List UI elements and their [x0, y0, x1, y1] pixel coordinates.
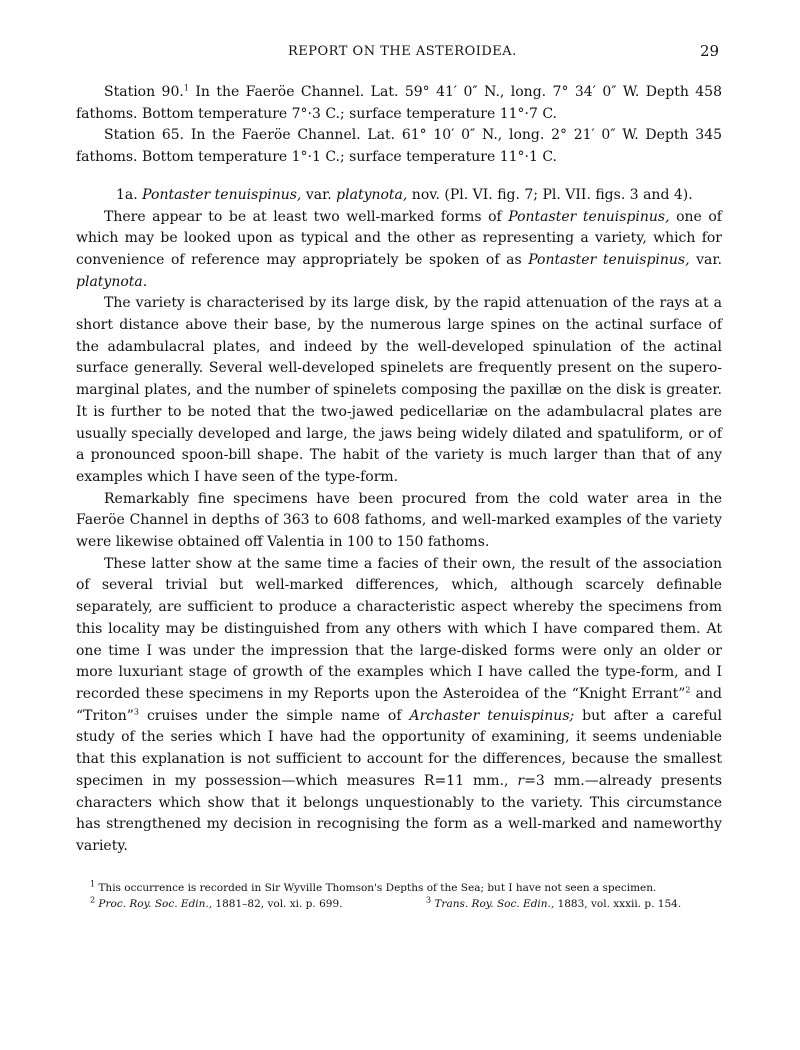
journal-name: Trans. Roy. Soc. Edin., — [431, 898, 555, 910]
station-details: In the Faeröe Channel. Lat. 61° 10′ 0″ N., long. 2° 21′ 0″ W. Depth 345 fathoms. Bottom temperature 1°·1 C.; surface temperature 11°·1 C. — [76, 127, 723, 166]
footnote-ref: 3 — [133, 707, 139, 717]
variety-name: platynota. — [76, 273, 148, 290]
journal-name: Proc. Roy. Soc. Edin., — [95, 898, 213, 910]
footnote-ref: 1 — [183, 83, 189, 93]
section-heading — [76, 185, 722, 207]
footnote-mark: 3 — [426, 895, 432, 905]
species-name: Archaster tenuispinus; — [409, 707, 575, 724]
footnote-ref: 2 — [685, 685, 691, 695]
station-90 — [76, 82, 722, 125]
running-head — [0, 44, 800, 66]
species-name: Pontaster tenuispinus, — [142, 186, 302, 203]
footnote-text: 1881–82, vol. xi. p. 699. — [212, 898, 343, 910]
paragraph-4 — [76, 554, 722, 858]
station-label: Station 65. — [104, 127, 185, 144]
section-rest: nov. (Pl. VI. fig. 7; Pl. VII. figs. 3 and 4). — [407, 186, 693, 203]
footnote-3 — [426, 896, 681, 912]
species-name: Pontaster tenuispinus, — [508, 208, 670, 225]
page-number: 29 — [700, 42, 720, 60]
running-title: REPORT ON THE ASTEROIDEA. — [288, 44, 517, 59]
body-text — [76, 82, 722, 858]
variable-r: r — [517, 772, 525, 789]
text-run: and “Triton” — [76, 685, 722, 724]
text-run: These latter show at the same time a facies of their own, the result of the association of several trivial but well-marked differences, which, although scarcely definable separately, are sufficient to produce a characteristic aspect whereby the specimens from this locality may be distinguished from any others with which I have compared them. At one time I was under the impression that the large-disked forms were only an older or more luxuriant stage of growth of the examples which I have called the type-form, and I recorded these specimens in my Reports upon the Asteroidea of the “Knight Errant” — [76, 555, 722, 702]
paragraph-1 — [76, 207, 722, 294]
text-run: cruises under the simple name of — [139, 707, 410, 724]
footnote-mark: 1 — [90, 879, 96, 889]
var-prefix: var. — [301, 186, 337, 203]
text-run: There appear to be at least two well-marked forms of — [104, 208, 509, 225]
variety-name: platynota, — [336, 186, 408, 203]
paragraph-3: Remarkably fine specimens have been procured from the cold water area in the Faeröe Channel in depths of 363 to 608 fathoms, and well-marked examples of the variety were likewise obtained off Valentia in 100 to 150 fathoms. — [76, 490, 722, 551]
section-number: 1a. — [116, 186, 143, 203]
footnote-text: This occurrence is recorded in Sir Wyville Thomson's Depths of the Sea; but I have not seen a specimen. — [95, 882, 657, 894]
footnote-1 — [76, 880, 722, 896]
station-details: In the Faeröe Channel. Lat. 59° 41′ 0″ N., long. 7° 34′ 0″ W. Depth 458 fathoms. Bottom temperature 7°·3 C.; surface temperature 11°·7 C. — [76, 84, 722, 122]
text-run: but after a careful study of the series which I have had the opportunity of examining, it seems undeniable that this explanation is not sufficient to account for the differences, because the smallest specimen in my possession—which measures R=11 mm., — [76, 707, 722, 789]
species-name: Pontaster tenuispinus, — [528, 251, 690, 268]
footnotes — [76, 880, 722, 912]
text-run: one of which may be looked upon as typical and the other as representing a variety, which for convenience of reference may appropriately be spoken of as — [76, 208, 722, 268]
text-run: =3 mm.—already presents characters which show that it belongs unquestionably to the variety. This circumstance has strengthened my decision in recognising the form as a well-marked and nameworthy variety. — [76, 772, 722, 854]
text-run: var. — [689, 251, 722, 268]
footnote-mark: 2 — [90, 895, 96, 905]
station-65 — [76, 125, 722, 168]
footnote-row — [76, 896, 722, 912]
footnote-2 — [90, 896, 342, 912]
footnote-text: 1883, vol. xxxii. p. 154. — [554, 898, 682, 910]
station-label: Station 90. — [104, 84, 184, 100]
section-spacer — [76, 169, 722, 185]
paragraph-2: The variety is characterised by its large disk, by the rapid attenuation of the rays at a short distance above their base, by the numerous large spines on the actinal surface of the adambulacral plates, and indeed by the well-developed spinulation of the actinal surface generally. Several well-developed spinelets are frequently present on the supero-marginal plates, and the number of spinelets composing the paxillæ on the disk is greater. It is further to be noted that the two-jawed pedicellariæ on the adambulacral plates are usually specially developed and large, the jaws being widely dilated and spatuliform, or of a pronounced spoon-bill shape. The habit of the variety is much larger than that of any examples which I have seen of the type-form. — [76, 295, 722, 485]
